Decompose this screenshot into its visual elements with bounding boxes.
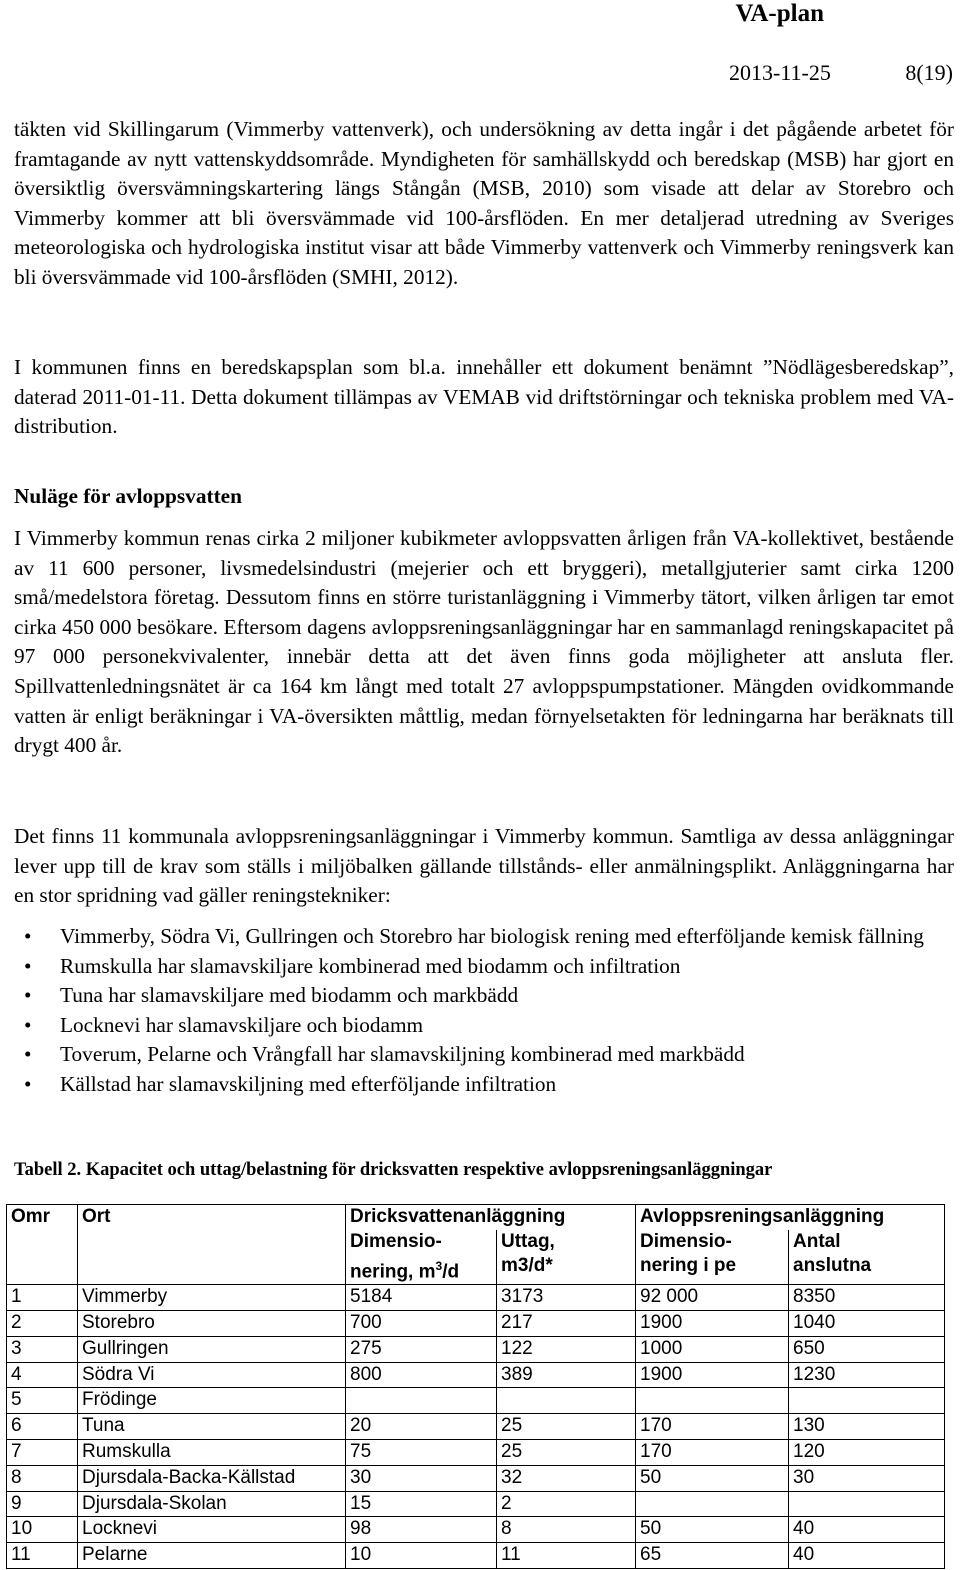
list-item: • Locknevi har slamavskiljare och biodamm [14, 1011, 954, 1041]
table-header-row [7, 1205, 945, 1230]
section-heading: Nuläge för avloppsvatten [14, 484, 242, 508]
table-cell: 30 [346, 1465, 497, 1491]
table-cell: 50 [636, 1465, 789, 1491]
bullet-icon: • [24, 1012, 32, 1037]
table-row [7, 1543, 945, 1569]
header-dimension-water: Dimensio- nering, $m^3/d$ [346, 1230, 497, 1285]
page-number: 8(19) [905, 60, 953, 85]
table-cell: 650 [789, 1336, 945, 1362]
bullet-icon: • [24, 983, 32, 1008]
capacity-table [6, 1204, 945, 1569]
table-cell: 2 [497, 1491, 636, 1517]
table-cell: 700 [346, 1310, 497, 1336]
table-body [7, 1285, 945, 1569]
header-drinking-water: Dricksvattenanläggning [346, 1205, 636, 1230]
table-cell: 800 [346, 1362, 497, 1388]
table-row [7, 1336, 945, 1362]
table-cell: 1 [7, 1285, 78, 1311]
table-cell: 8350 [789, 1285, 945, 1311]
table-row [7, 1285, 945, 1311]
paragraph-emergency-plan: I kommunen finns en beredskapsplan som bl.a. innehåller ett dokument benämnt ”Nödlägesberedskap”, daterad 2011-01-11. Detta dokument tillämpas av VEMAB vid driftstörningar och tekniska problem med VA-distribution. [14, 355, 954, 439]
table-cell: Rumskulla [78, 1439, 346, 1465]
table-cell: 15 [346, 1491, 497, 1517]
table-cell: 9 [7, 1491, 78, 1517]
paragraph-flood-risk: täkten vid Skillingarum (Vimmerby vattenverk), och undersökning av detta ingår i det pågående arbetet för framtagande av nytt vattenskyddsområde. Myndigheten för samhällskydd och beredskap (MSB) har gjort en översiktlig översvämningskartering längs Stångån (MSB, 2010) som visade att delar av Storebro och Vimmerby kommer att bli översvämmade vid 100-årsflöden. En mer detaljerad utredning av Sveriges meteorologiska och hydrologiska institut visar att både Vimmerby vattenverk och Vimmerby reningsverk kan bli översvämmade vid 100-årsflöden (SMHI, 2012). [14, 117, 954, 289]
table-cell: 170 [636, 1439, 789, 1465]
table-cell: 11 [7, 1543, 78, 1569]
bullet-icon: • [24, 924, 32, 948]
table-cell: 32 [497, 1465, 636, 1491]
table-cell [636, 1491, 789, 1517]
bullet-icon: • [24, 1071, 32, 1096]
table-row [7, 1388, 945, 1414]
header-wastewater: Avloppsreningsanläggning [636, 1205, 945, 1230]
table-cell: Vimmerby [78, 1285, 346, 1311]
table-cell: 75 [346, 1439, 497, 1465]
table-row [7, 1414, 945, 1440]
table-cell: 65 [636, 1543, 789, 1569]
table-cell: 8 [7, 1465, 78, 1491]
table-cell: Södra Vi [78, 1362, 346, 1388]
table-cell: 389 [497, 1362, 636, 1388]
table-cell: 2 [7, 1310, 78, 1336]
table-cell: 5 [7, 1388, 78, 1414]
table-cell: 10 [346, 1543, 497, 1569]
table-cell: 30 [789, 1465, 945, 1491]
table-cell: Tuna [78, 1414, 346, 1440]
table-row [7, 1491, 945, 1517]
table-cell: Frödinge [78, 1388, 346, 1414]
table-cell: 275 [346, 1336, 497, 1362]
bullet-icon: • [24, 1042, 32, 1067]
table-cell: 20 [346, 1414, 497, 1440]
list-item: • Vimmerby, Södra Vi, Gullringen och Storebro har biologisk rening med efterföljande kemisk fällning [14, 922, 954, 952]
table-cell [346, 1388, 497, 1414]
list-item: • Toverum, Pelarne och Vrångfall har slamavskiljning kombinerad med markbädd [14, 1040, 954, 1070]
table-cell: 3 [7, 1336, 78, 1362]
table-cell [789, 1491, 945, 1517]
table-cell: 122 [497, 1336, 636, 1362]
table-cell: 130 [789, 1414, 945, 1440]
table-cell: 8 [497, 1517, 636, 1543]
table-cell: 6 [7, 1414, 78, 1440]
table-cell: Gullringen [78, 1336, 346, 1362]
table-cell: 1230 [789, 1362, 945, 1388]
table-cell: 217 [497, 1310, 636, 1336]
table-cell: Locknevi [78, 1517, 346, 1543]
header-dimension-pe: Dimensio- nering i pe [636, 1230, 789, 1285]
table-row [7, 1439, 945, 1465]
table-cell: 50 [636, 1517, 789, 1543]
table-row [7, 1310, 945, 1336]
header-ort: Ort [78, 1205, 346, 1285]
bullet-icon: • [24, 953, 32, 978]
table-cell: 1000 [636, 1336, 789, 1362]
table-cell [789, 1388, 945, 1414]
paragraph-wastewater-status: I Vimmerby kommun renas cirka 2 miljoner kubikmeter avloppsvatten årligen från VA-kollektivet, bestående av 11 600 personer, livsmedelsindustri (mejerier och ett bryggeri), metallgjuterier samt cirka 1200 små/medelstora företag. Dessutom finns en större turistanläggning i Vimmerby tätort, vilken årligen tar emot cirka 450 000 besökare. Eftersom dagens avloppsreningsanläggningar har en sammanlagd reningskapacitet på 97 000 personekvivalenter, innebär detta att det även finns goda möjligheter att ansluta fler. Spillvattenledningsnätet är ca 164 km långt med totalt 27 avloppspumpstationer. Mängden ovidkommande vatten är enligt beräkningar i VA-översikten måttlig, medan förnyelsetakten för ledningarna har beräknats till drygt 400 år. [14, 526, 954, 758]
list-item: • Rumskulla har slamavskiljare kombinerad med biodamm och infiltration [14, 952, 954, 982]
table-cell [497, 1388, 636, 1414]
table-row [7, 1362, 945, 1388]
table-cell: 7 [7, 1439, 78, 1465]
table-cell: 25 [497, 1414, 636, 1440]
table-cell: 92 000 [636, 1285, 789, 1311]
table-row [7, 1517, 945, 1543]
document-title: VA-plan [735, 0, 824, 27]
table-cell: Djursdala-Skolan [78, 1491, 346, 1517]
table-cell: 1900 [636, 1362, 789, 1388]
table-cell: 10 [7, 1517, 78, 1543]
table-cell: Storebro [78, 1310, 346, 1336]
table-cell: Djursdala-Backa-Källstad [78, 1465, 346, 1491]
table-cell: 40 [789, 1517, 945, 1543]
table-cell: 5184 [346, 1285, 497, 1311]
table-cell: 120 [789, 1439, 945, 1465]
table-cell: 170 [636, 1414, 789, 1440]
table-cell: 1900 [636, 1310, 789, 1336]
header-connected: Antal anslutna [789, 1230, 945, 1285]
table-cell: 40 [789, 1543, 945, 1569]
list-item: • Källstad har slamavskiljning med efterföljande infiltration [14, 1070, 954, 1100]
table-cell: 3173 [497, 1285, 636, 1311]
table-cell [636, 1388, 789, 1414]
treatment-technique-list [14, 922, 954, 1100]
paragraph-treatment-plants: Det finns 11 kommunala avloppsreningsanläggningar i Vimmerby kommun. Samtliga av dessa anläggningar lever upp till de krav som ställs i miljöbalken gällande tillstånds- eller anmälningsplikt. Anläggningarna har en stor spridning vad gäller reningstekniker: [14, 824, 954, 908]
table-cell: 4 [7, 1362, 78, 1388]
table-cell: 25 [497, 1439, 636, 1465]
table-cell: 11 [497, 1543, 636, 1569]
header-withdrawal: Uttag, m3/d* [497, 1230, 636, 1285]
table-caption: Tabell 2. Kapacitet och uttag/belastning för dricksvatten respektive avloppsreningsanläggningar [14, 1160, 773, 1180]
list-item: • Tuna har slamavskiljare med biodamm och markbädd [14, 981, 954, 1011]
document-date: 2013-11-25 [729, 60, 831, 85]
table-cell: 1040 [789, 1310, 945, 1336]
header-omr: Omr [7, 1205, 78, 1285]
table-cell: Pelarne [78, 1543, 346, 1569]
table-cell: 98 [346, 1517, 497, 1543]
table-row [7, 1465, 945, 1491]
